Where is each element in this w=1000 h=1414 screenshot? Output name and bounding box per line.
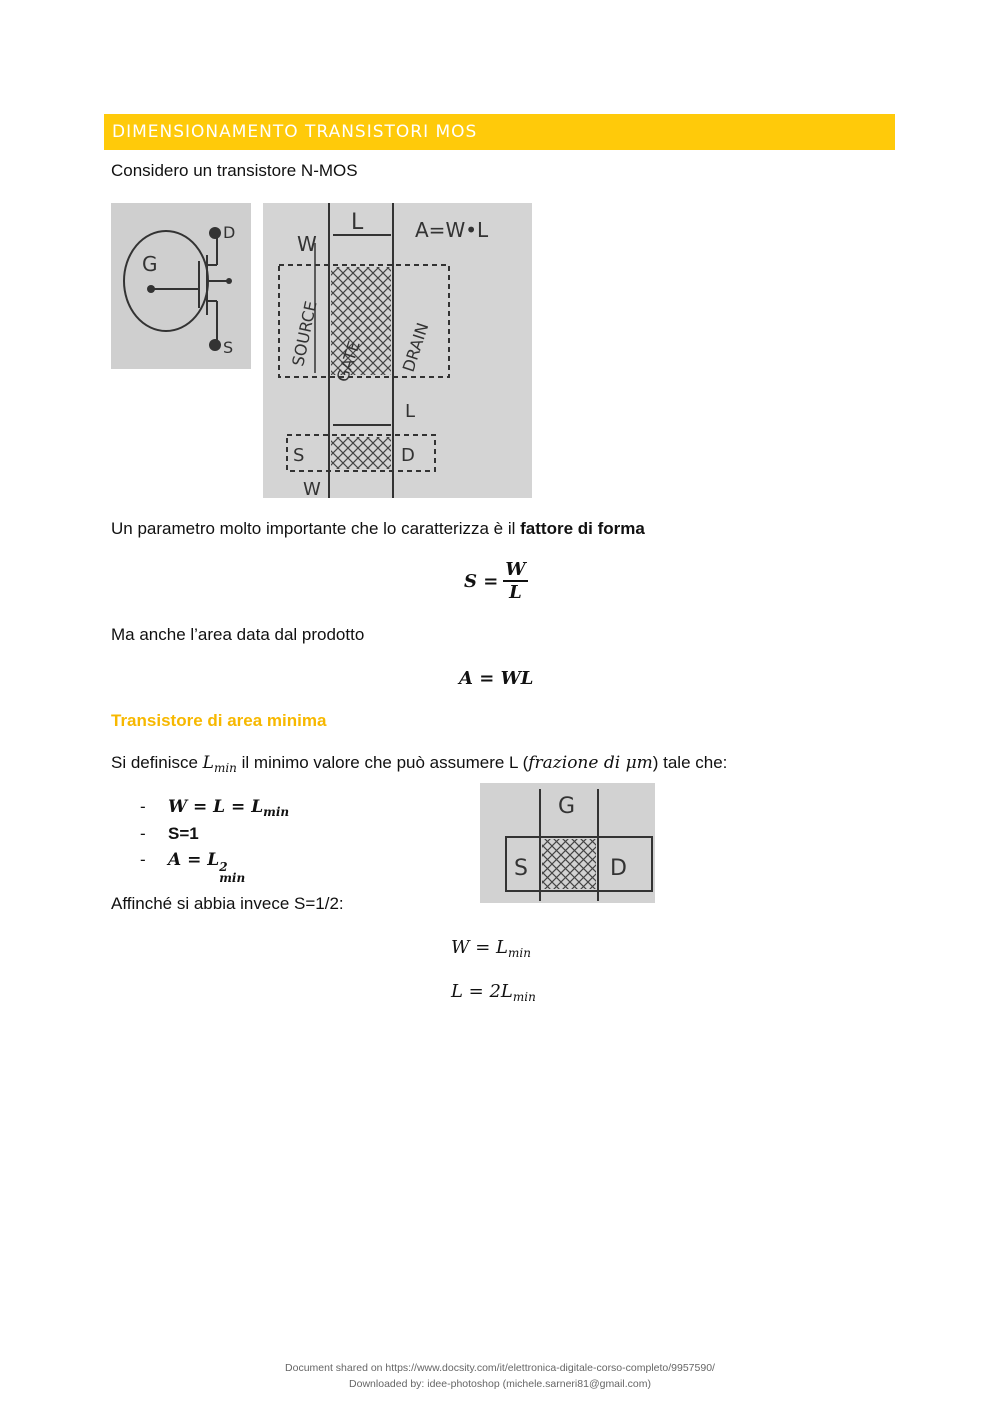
gate-letter: G <box>142 252 158 276</box>
area-label: A=W•L <box>415 218 489 242</box>
source-letter: S <box>223 338 234 357</box>
area-formula: A = WL <box>459 668 534 689</box>
mos-layout-drawing <box>263 203 532 498</box>
bullet-item: - A = L 2 min <box>140 850 246 885</box>
drain-small-label: D <box>401 445 415 466</box>
bullet-item: - $W = L = L_{min}$ <box>140 797 290 819</box>
section-heading: Transistore di area minima <box>111 711 327 730</box>
source-small-label: S <box>293 445 305 466</box>
minimum-area-sketch <box>480 783 655 903</box>
length-small-label: L <box>405 401 416 422</box>
minimum-area-drawing <box>480 783 655 903</box>
length-equation: $L = 2L_{min}$ <box>451 981 536 1004</box>
gate-label: GATE <box>332 338 364 385</box>
definition-text: Si definisce $L_{min}$ il minimo valore che può assumere L (frazione di μm) tale che: <box>111 753 728 775</box>
source-letter: S <box>514 856 528 881</box>
bullet-item: - S=1 <box>140 824 199 843</box>
drain-label: DRAIN <box>398 320 433 375</box>
area-text: Ma anche l’area data dal prodotto <box>111 625 365 644</box>
gate-letter: G <box>558 794 576 819</box>
shape-factor-term: fattore di forma <box>520 519 645 538</box>
intro-text: Considero un transistore N-MOS <box>111 161 358 180</box>
nmos-symbol-drawing <box>111 203 251 369</box>
width-label: W <box>297 232 317 256</box>
footer-downloaded-line: Downloaded by: idee-photoshop (michele.sarneri81@gmail.com) <box>349 1378 651 1390</box>
source-label: SOURCE <box>288 299 321 368</box>
half-factor-text: Affinché si abbia invece S=1/2: <box>111 894 344 913</box>
width-equation: $W = L_{min}$ <box>451 937 531 960</box>
section-title-bar <box>104 114 895 150</box>
shape-factor-text: Un parametro molto importante che lo caratterizza è il fattore di forma <box>111 519 645 538</box>
shape-factor-formula: S = $\frac{W}{L}$ <box>464 559 526 603</box>
mos-layout-sketch <box>263 203 532 498</box>
width-small-label: W <box>303 479 321 498</box>
document-title: DIMENSIONAMENTO TRANSISTORI MOS <box>112 122 478 142</box>
drain-letter: D <box>223 223 236 242</box>
drain-letter: D <box>610 856 627 881</box>
footer-shared-line: Document shared on https://www.docsity.com/it/elettronica-digitale-corso-completo/9957590/ <box>285 1362 715 1374</box>
length-label: L <box>351 210 364 235</box>
nmos-symbol-sketch <box>111 203 251 369</box>
